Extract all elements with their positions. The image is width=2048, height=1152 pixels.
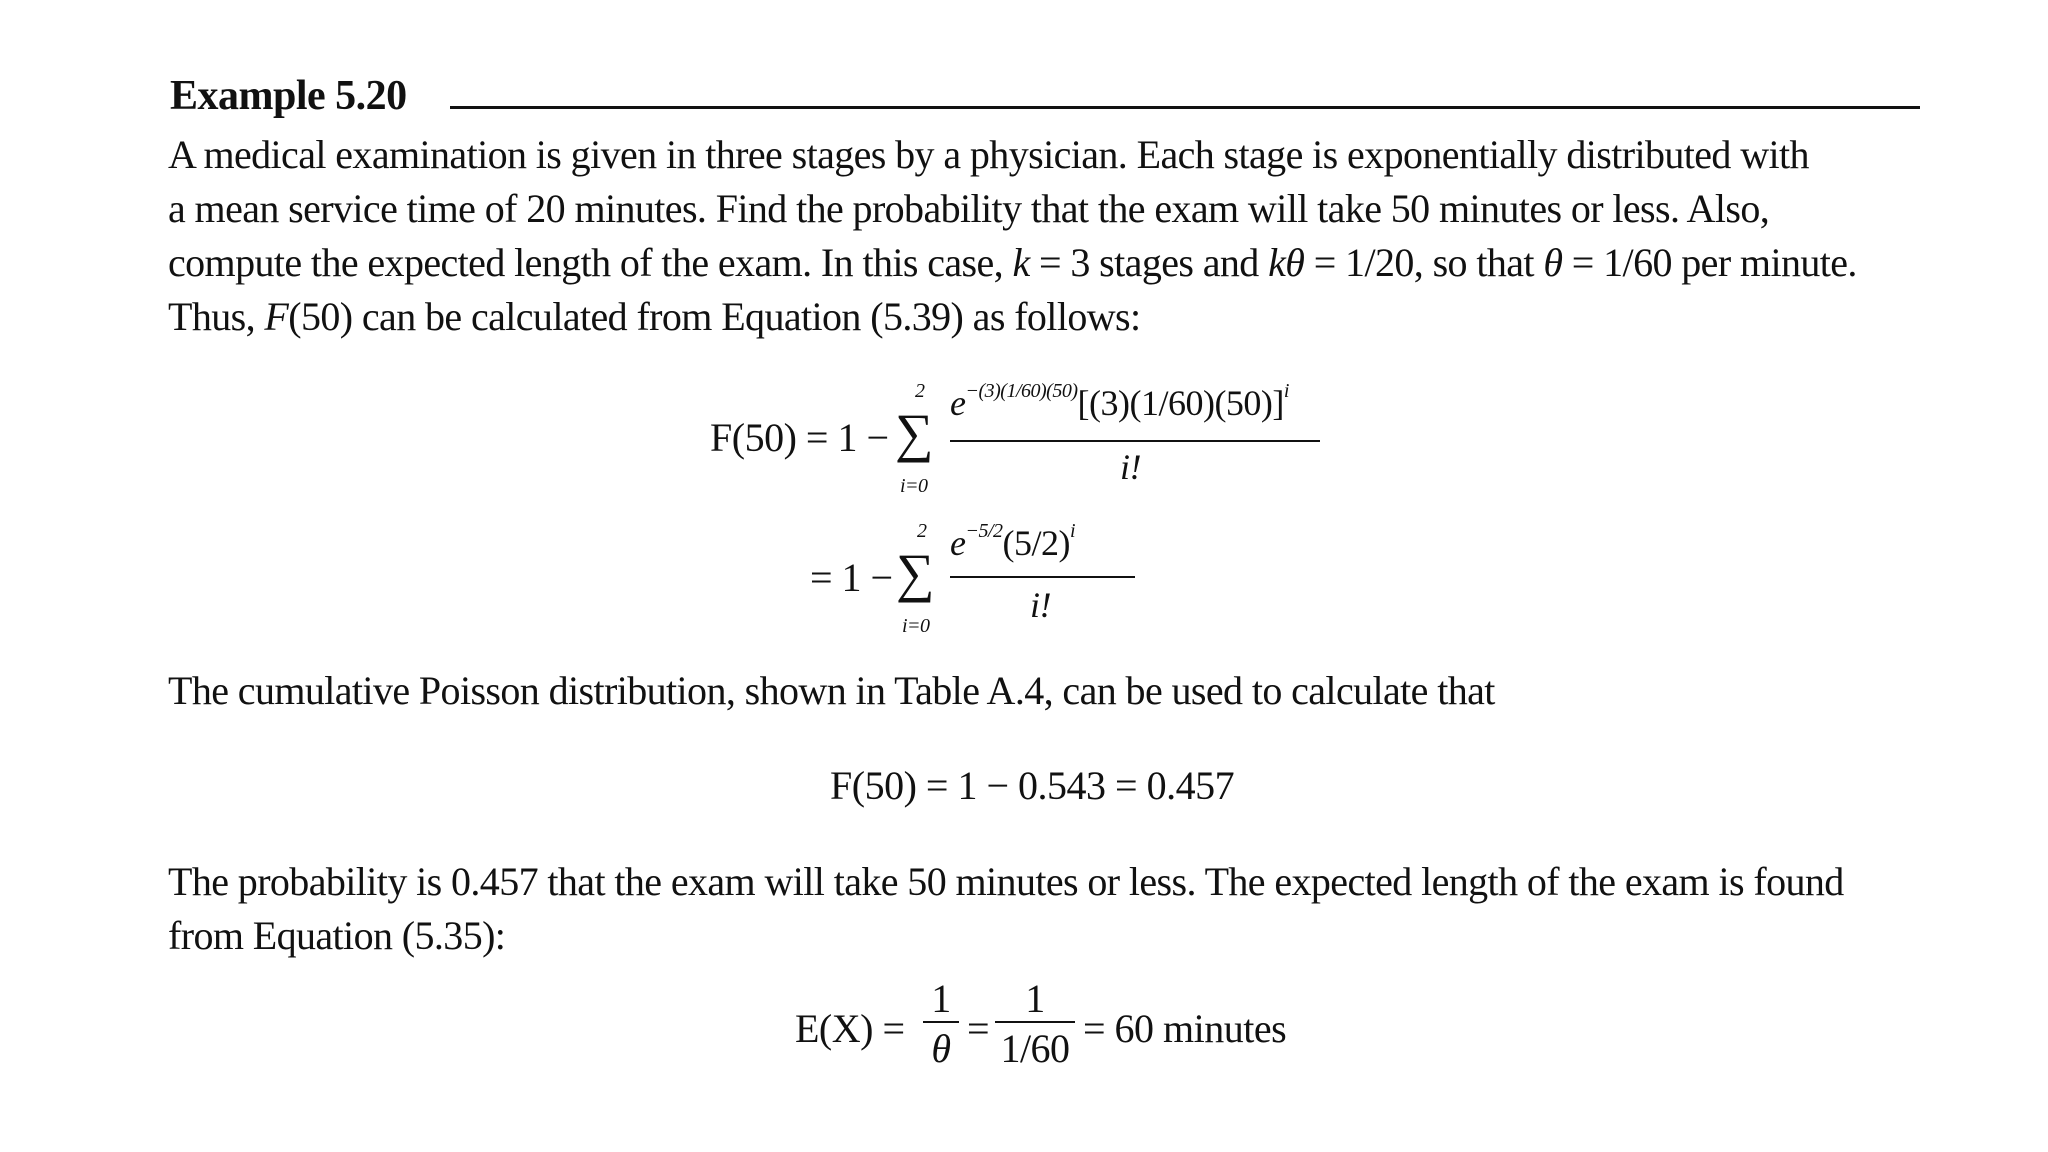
paragraph-line: compute the expected length of the exam. In this case, k = 3 stages and kθ = 1/20, so that θ = 1/60 per minute. — [168, 240, 1857, 285]
poisson-paragraph — [168, 664, 1920, 718]
fraction-bar — [995, 1021, 1075, 1023]
heading-rule — [450, 106, 1920, 109]
example-heading — [170, 72, 1920, 128]
paragraph-line: Thus, F(50) can be calculated from Equation (5.39) as follows: — [168, 294, 1141, 339]
equation-lhs: E(X) = — [795, 1006, 905, 1051]
example-title: Example 5.20 — [170, 73, 407, 119]
equation-lhs: = 1 − — [810, 555, 893, 600]
fraction-bar — [923, 1021, 959, 1023]
sum-upper-limit: 2 — [915, 380, 925, 402]
paragraph-line: The probability is 0.457 that the exam will take 50 minutes or less. The expected length of the exam is found — [168, 859, 1844, 904]
fraction-numerator: $e^{-(3)(1/60)(50)}[(3)(1/60)(50)]^i$ — [950, 380, 1289, 423]
equation-rhs: = 60 minutes — [1083, 1006, 1287, 1051]
fraction-one-over-theta — [923, 975, 959, 1072]
equation-expected-length — [795, 975, 1315, 1095]
summation-icon: ∑ — [895, 403, 933, 463]
equation-lhs: F(50) = 1 − — [710, 415, 889, 460]
fraction-denominator: i! — [1120, 447, 1141, 487]
fraction-bar — [950, 576, 1135, 578]
equation-f50-simplified — [810, 520, 1170, 640]
fraction-numerator: 1 — [1025, 976, 1045, 1021]
paragraph-line: a mean service time of 20 minutes. Find the probability that the exam will take 50 minutes or less. Also, — [168, 186, 1770, 231]
paragraph-line: A medical examination is given in three stages by a physician. Each stage is exponentially distributed with — [168, 132, 1809, 177]
fraction-denominator: 1/60 — [1000, 1026, 1070, 1071]
sum-lower-limit: i=0 — [902, 615, 930, 637]
sum-upper-limit: 2 — [917, 520, 927, 542]
conclusion-paragraph — [168, 855, 1920, 963]
problem-paragraph — [168, 128, 1920, 344]
equation-f50-result: F(50) = 1 − 0.543 = 0.457 — [830, 763, 1235, 808]
fraction-numerator: 1 — [931, 976, 951, 1021]
equals-sign: = — [967, 1006, 990, 1051]
paragraph-line: The cumulative Poisson distribution, shown in Table A.4, can be used to calculate that — [168, 668, 1495, 713]
paragraph-line: from Equation (5.35): — [168, 913, 506, 958]
summation-icon: ∑ — [896, 543, 934, 603]
equation-f50-sum — [710, 380, 1410, 510]
fraction-denominator: i! — [1030, 585, 1051, 625]
fraction-numerator: $e^{-5/2}(5/2)^i$ — [950, 520, 1076, 563]
fraction-denominator: θ — [931, 1026, 951, 1071]
sum-lower-limit: i=0 — [900, 475, 928, 497]
fraction-bar — [950, 440, 1320, 442]
fraction-one-over-sixtieth — [995, 975, 1075, 1072]
